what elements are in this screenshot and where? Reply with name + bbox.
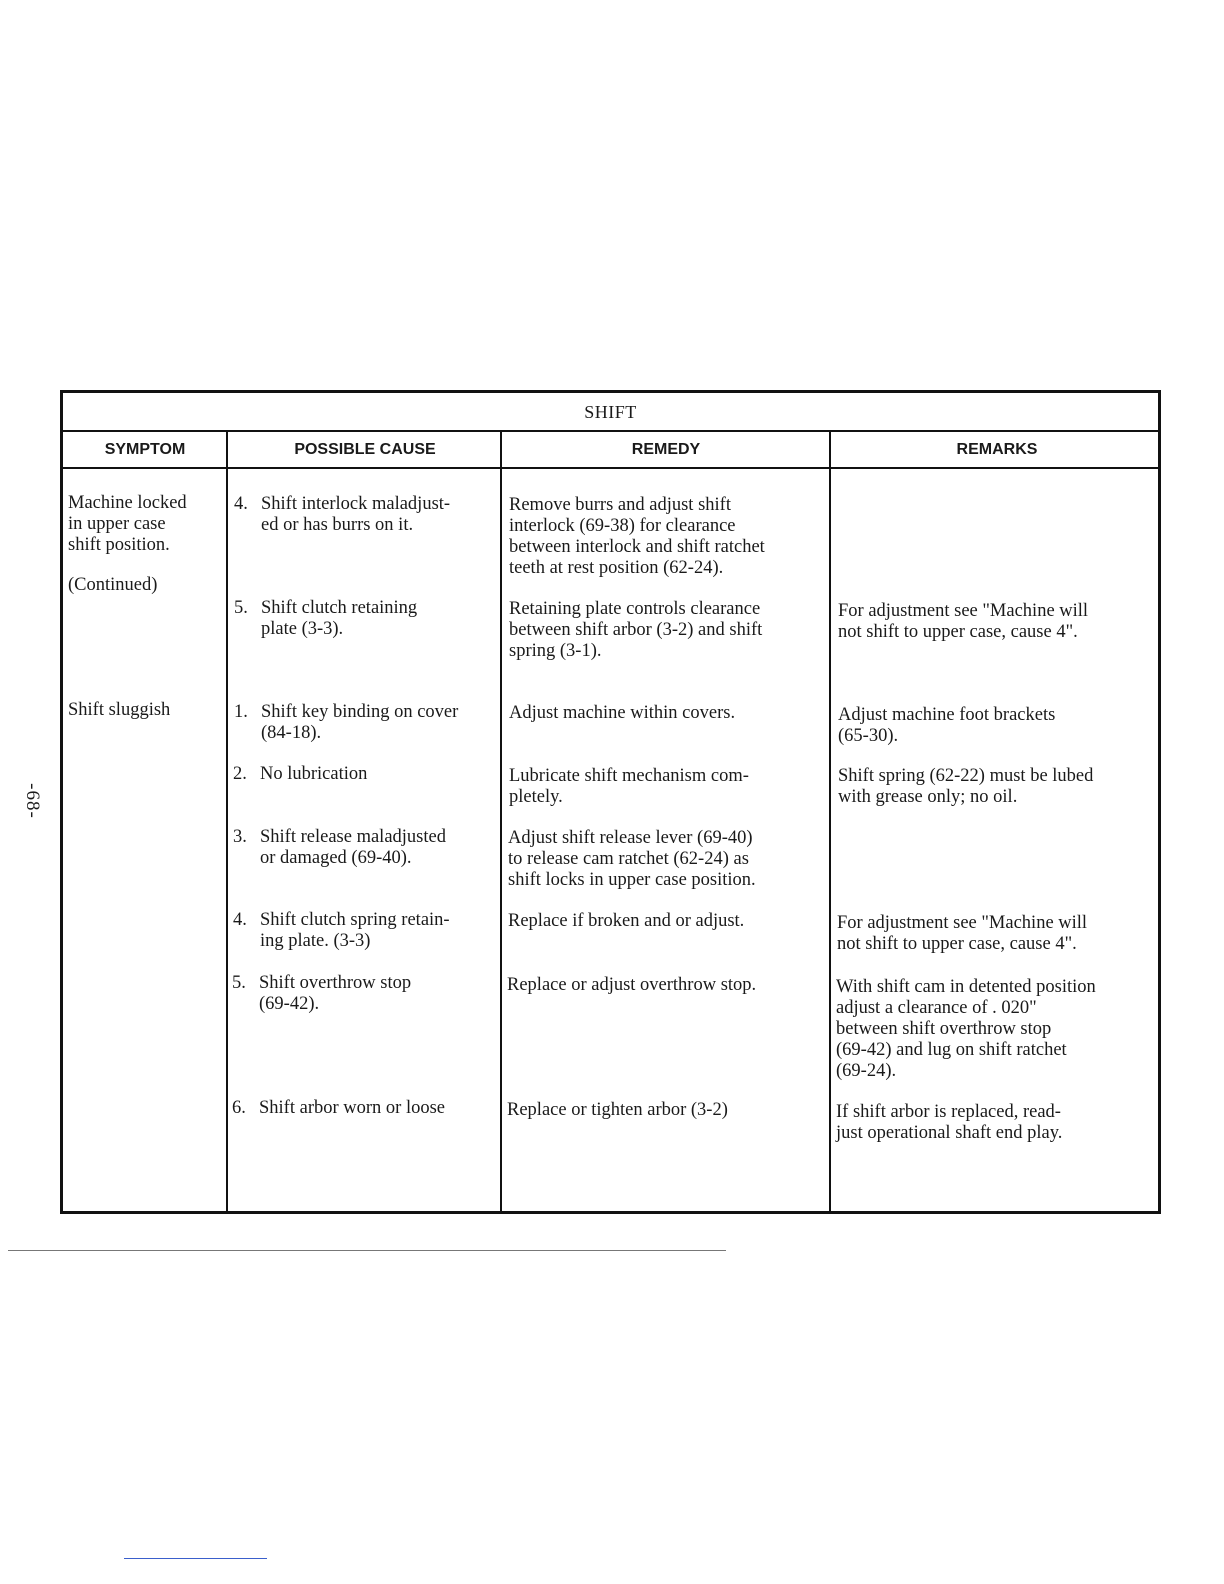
remedy-cell: Replace or tighten arbor (3-2) [507, 1100, 728, 1120]
cause-number: 3. [233, 827, 247, 847]
remedy-cell: Lubricate shift mechanism com- pletely. [509, 766, 749, 807]
symptom-line: shift position. [68, 535, 170, 555]
remedy-cell: Remove burrs and adjust shift interlock (69-38) for clearance between interlock and shift ratchet teeth at rest position (62-24). [509, 495, 765, 578]
cause-number: 6. [232, 1098, 246, 1118]
cause-text: Shift key binding on cover (84-18). [261, 702, 459, 743]
footer-underline [124, 1558, 267, 1559]
cause-text: Shift clutch retaining plate (3-3). [261, 598, 418, 639]
cause-text: Shift clutch spring retain- ing plate. (3-3) [260, 910, 450, 951]
cause-number: 4. [233, 910, 247, 930]
symptom-cell [68, 700, 170, 721]
header-remedy: REMEDY [631, 441, 701, 458]
remarks-cell: Adjust machine foot brackets (65-30). [838, 705, 1056, 746]
page-number: -68- [22, 783, 43, 819]
header-symptom: SYMPTOM [104, 441, 186, 458]
header-remarks: REMARKS [956, 441, 1038, 458]
shift-troubleshooting-table [60, 390, 1161, 1214]
cause-number: 2. [233, 764, 247, 784]
column-divider [500, 432, 502, 1211]
remedy-cell: Replace or adjust overthrow stop. [507, 975, 757, 995]
cause-text: Shift release maladjusted or damaged (69-40). [260, 827, 446, 868]
cause-text: Shift overthrow stop (69-42). [259, 973, 412, 1014]
symptom-cell [68, 493, 187, 556]
symptom-line: Shift sluggish [68, 700, 171, 720]
remedy-cell: Retaining plate controls clearance between shift arbor (3-2) and shift spring (3-1). [509, 599, 763, 661]
symptom-continued-note: (Continued) [68, 575, 158, 595]
cause-text: Shift interlock maladjust- ed or has burrs on it. [261, 494, 451, 535]
table-title: SHIFT [63, 393, 1158, 432]
cause-number: 5. [234, 598, 248, 618]
column-divider [226, 432, 228, 1211]
remarks-cell: If shift arbor is replaced, read- just operational shaft end play. [836, 1102, 1063, 1143]
column-divider [829, 432, 831, 1211]
cause-text: No lubrication [260, 764, 368, 784]
symptom-line: Machine locked [68, 493, 187, 513]
cause-number: 1. [234, 702, 248, 722]
header-possible-cause: POSSIBLE CAUSE [294, 441, 436, 458]
cause-text: Shift arbor worn or loose [259, 1098, 445, 1118]
remarks-cell: For adjustment see "Machine will not shift to upper case, cause 4". [838, 601, 1089, 642]
cause-number: 4. [234, 494, 248, 514]
remarks-cell: For adjustment see "Machine will not shift to upper case, cause 4". [837, 913, 1088, 954]
remarks-cell: With shift cam in detented position adjust a clearance of . 020" between shift overthrow stop (69-42) and lug on shift ratchet (69-24). [836, 977, 1096, 1081]
remarks-cell: Shift spring (62-22) must be lubed with grease only; no oil. [838, 766, 1094, 807]
symptom-line: in upper case [68, 514, 166, 534]
remedy-cell: Adjust machine within covers. [509, 703, 736, 723]
remedy-cell: Adjust shift release lever (69-40) to release cam ratchet (62-24) as shift locks in upper case position. [508, 828, 756, 890]
cause-number: 5. [232, 973, 246, 993]
remedy-cell: Replace if broken and or adjust. [508, 911, 745, 931]
page-divider-rule [8, 1250, 726, 1251]
